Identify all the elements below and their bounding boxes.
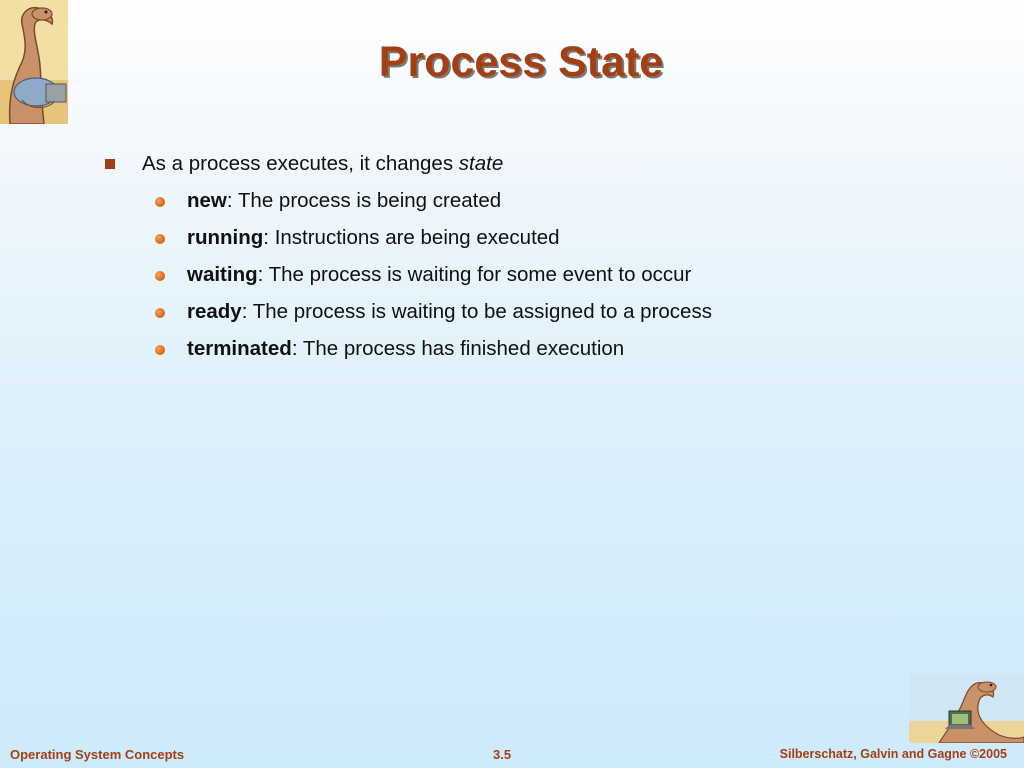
state-description: : The process is waiting for some event to occur — [257, 263, 692, 286]
main-bullet-text: As a process executes, it changes — [142, 152, 459, 175]
state-term: waiting — [187, 263, 258, 286]
footer-copyright: Silberschatz, Galvin and Gagne ©2005 — [779, 747, 1007, 761]
state-description: : Instructions are being executed — [263, 226, 560, 249]
round-bullet-icon — [155, 234, 165, 244]
state-bullet-terminated — [187, 337, 624, 361]
round-bullet-icon — [155, 197, 165, 207]
state-description: : The process is waiting to be assigned to a process — [241, 300, 712, 323]
state-bullet-ready — [187, 300, 712, 324]
state-term: terminated — [187, 337, 292, 360]
state-term: ready — [187, 300, 242, 323]
main-bullet — [142, 152, 503, 176]
state-description: : The process has finished execution — [291, 337, 625, 360]
main-bullet-emphasis: state — [458, 152, 504, 175]
round-bullet-icon — [155, 271, 165, 281]
state-bullet-waiting — [187, 263, 691, 287]
state-term: running — [187, 226, 264, 249]
state-bullet-new — [187, 189, 501, 213]
state-bullet-running — [187, 226, 560, 250]
square-bullet-icon — [105, 159, 115, 169]
footer-slide-number: 3.5 — [493, 747, 512, 762]
state-term: new — [187, 189, 227, 212]
state-description: : The process is being created — [226, 189, 502, 212]
round-bullet-icon — [155, 345, 165, 355]
dinosaur-laptop-icon — [909, 673, 1024, 743]
footer-course-title: Operating System Concepts — [10, 747, 185, 762]
round-bullet-icon — [155, 308, 165, 318]
slide-title: Process State — [378, 38, 664, 86]
